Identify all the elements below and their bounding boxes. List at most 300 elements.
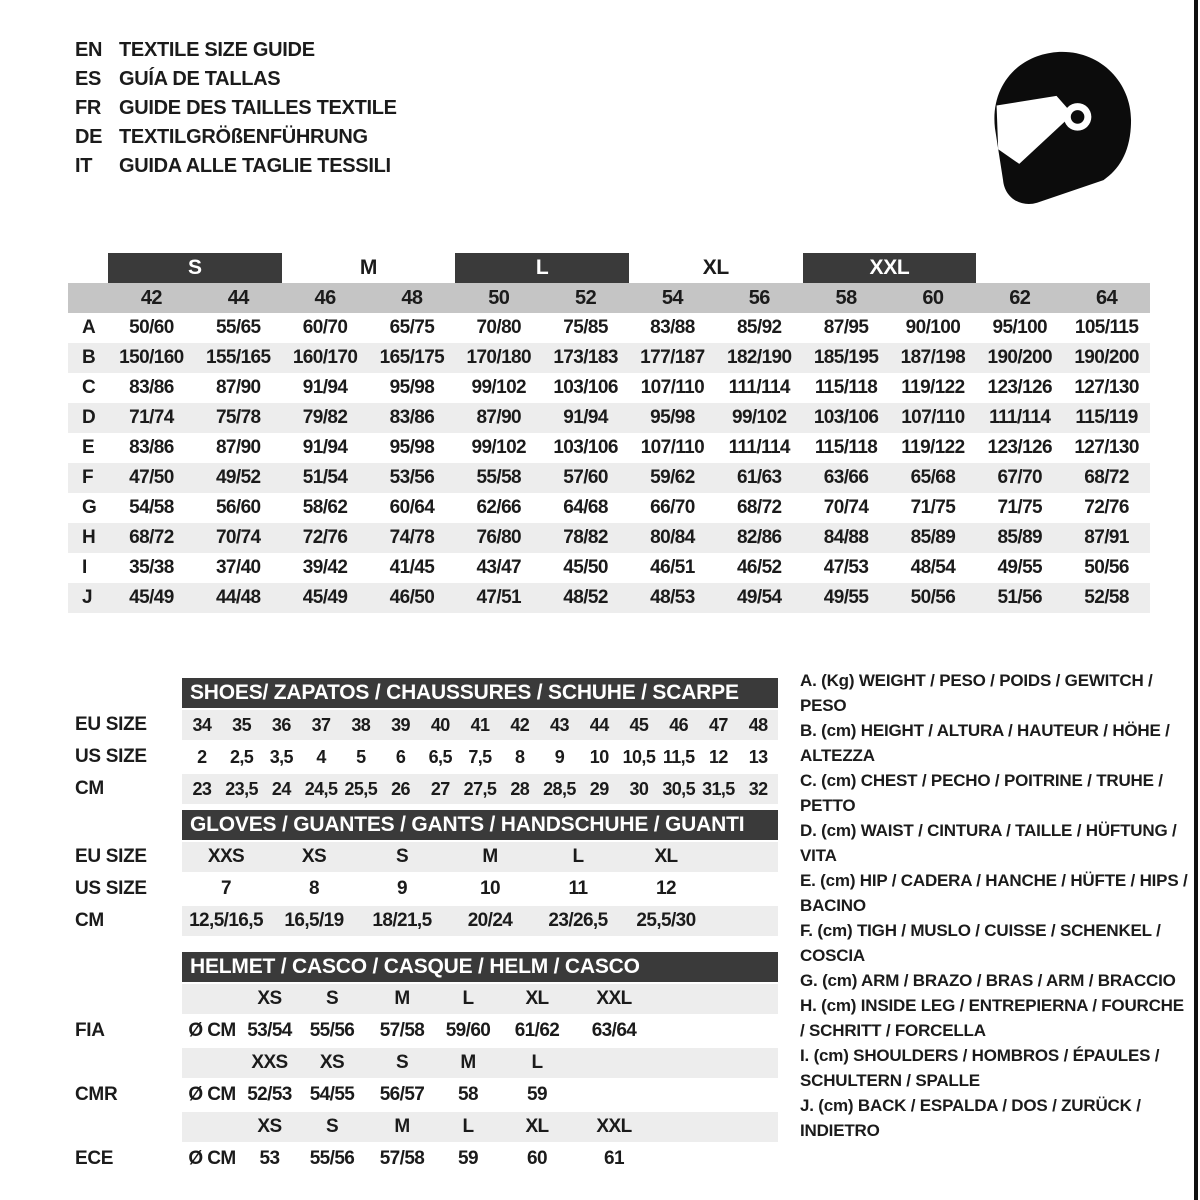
measurement-value: 177/187: [640, 347, 705, 368]
size-number-cell: 48: [401, 286, 423, 309]
shoes-cell: 2: [197, 746, 207, 767]
measurement-value: 70/74: [215, 527, 261, 548]
measurement-value: 190/200: [1074, 347, 1139, 368]
gloves-cell: S: [395, 846, 409, 867]
measurement-value: 107/110: [640, 377, 705, 398]
measurement-value: 103/106: [553, 437, 618, 458]
title-row: [75, 36, 397, 65]
shoes-row-label: EU SIZE: [75, 714, 147, 735]
gloves-row: [75, 874, 778, 904]
gloves-band: [182, 842, 778, 872]
measurement-value: 95/98: [389, 377, 435, 398]
measurement-value: 72/76: [1084, 497, 1129, 518]
measurement-value: 99/102: [471, 437, 526, 458]
gloves-cell: 8: [309, 878, 319, 899]
helmet-cell: 53: [259, 1148, 280, 1169]
measurement-value: 62/66: [476, 497, 522, 518]
measurement-letter: H: [82, 527, 96, 548]
helmet-cell: M: [394, 988, 410, 1009]
gloves-cell: 23/26,5: [548, 910, 608, 931]
size-number-cell: 50: [488, 286, 510, 309]
measurement-value: 68/72: [736, 497, 782, 518]
measurement-value: 83/86: [389, 407, 435, 428]
helmet-row-label: FIA: [75, 1020, 105, 1041]
shoes-cell: 40: [430, 714, 450, 735]
measurement-value: 87/90: [476, 407, 522, 428]
measurement-value: 53/56: [389, 467, 435, 488]
gloves-size-table: [75, 810, 778, 938]
helmet-cell: XL: [525, 988, 549, 1009]
helmet-cell: XS: [257, 1116, 282, 1137]
measurement-value: 83/86: [129, 377, 174, 398]
helmet-row: [75, 1080, 778, 1110]
title-row: [75, 152, 397, 181]
measurement-value: 95/98: [389, 437, 435, 458]
measurement-value: 60/64: [389, 497, 435, 518]
measurement-value: 75/78: [215, 407, 261, 428]
shoes-cell: 46: [669, 714, 689, 735]
measurement-value: 190/200: [987, 347, 1052, 368]
measurement-value: 187/198: [900, 347, 966, 368]
measurement-value: 160/170: [292, 347, 358, 368]
measurement-value: 51/56: [997, 587, 1043, 608]
measurement-value: 45/50: [563, 557, 608, 578]
gloves-cell: 10: [480, 878, 500, 899]
measurement-value: 155/165: [206, 347, 271, 368]
measurement-value: 46/51: [650, 557, 695, 578]
gloves-band: [182, 906, 778, 936]
measurement-value: 103/106: [813, 407, 879, 428]
measurement-letter: C: [82, 377, 96, 398]
measurement-value: 127/130: [1074, 437, 1139, 458]
table-row: [68, 343, 1150, 373]
measurement-letter: E: [82, 437, 95, 458]
helmet-cell: 52/53: [247, 1084, 292, 1105]
shoes-cell: 23,5: [225, 778, 258, 799]
helmet-row-label: [75, 1112, 182, 1142]
measurement-value: 87/91: [1084, 527, 1129, 548]
shoes-cell: 28,5: [543, 778, 576, 799]
measurement-value: 67/70: [997, 467, 1043, 488]
size-group-m: M: [359, 256, 378, 279]
measurement-value: 46/52: [736, 557, 782, 578]
measurement-value: 83/88: [650, 317, 695, 338]
size-number-cell: 64: [1096, 286, 1118, 309]
legend-item: C. (cm) CHEST / PECHO / POITRINE / TRUHE / PETTO: [800, 771, 1163, 815]
measurement-value: 50/56: [1084, 557, 1129, 578]
measurement-value: 165/175: [379, 347, 445, 368]
measurement-value: 39/42: [302, 557, 348, 578]
shoes-cell: 31,5: [702, 778, 735, 799]
guide-title: TEXTILE SIZE GUIDE: [119, 39, 315, 61]
measurement-legend: [800, 668, 1188, 1143]
shoes-cell: 34: [192, 714, 212, 735]
shoes-cell: 13: [748, 746, 768, 767]
shoes-cell: 47: [708, 714, 728, 735]
measurement-value: 51/54: [302, 467, 348, 488]
shoes-cell: 11,5: [662, 746, 695, 767]
gloves-row: [75, 842, 778, 872]
size-group-xl: XL: [702, 256, 729, 279]
measurement-value: 84/88: [823, 527, 869, 548]
shoes-cell: 45: [629, 714, 649, 735]
helmet-cell: 55/56: [309, 1148, 355, 1169]
title-row: [75, 123, 397, 152]
shoes-cell: 36: [271, 714, 291, 735]
shoes-cell: 24,5: [304, 778, 338, 799]
measurement-value: 123/126: [987, 377, 1052, 398]
language-code: DE: [75, 126, 103, 148]
measurement-value: 65/75: [389, 317, 435, 338]
measurement-letter: F: [82, 467, 94, 488]
measurement-value: 68/72: [129, 527, 174, 548]
measurement-value: 37/40: [215, 557, 261, 578]
measurement-value: 72/76: [302, 527, 348, 548]
shoes-row: [75, 774, 778, 804]
measurement-value: 45/49: [129, 587, 174, 608]
measurement-value: 49/52: [215, 467, 261, 488]
helmet-row: [75, 984, 778, 1014]
measurement-value: 49/54: [736, 587, 782, 608]
measurement-value: 87/95: [823, 317, 869, 338]
measurement-value: 170/180: [466, 347, 531, 368]
gloves-row-label: CM: [75, 910, 104, 931]
measurement-value: 111/114: [728, 377, 790, 398]
measurement-value: 76/80: [476, 527, 522, 548]
shoes-cell: 23: [192, 778, 212, 799]
gloves-cell: 25,5/30: [636, 910, 696, 931]
measurement-letter: J: [82, 587, 92, 608]
measurement-value: 50/56: [910, 587, 956, 608]
helmet-cell: S: [395, 1052, 409, 1073]
measurement-value: 65/68: [910, 467, 956, 488]
helmet-cell: XXL: [596, 988, 632, 1009]
helmet-row-label: CMR: [75, 1084, 118, 1105]
measurement-value: 50/60: [129, 317, 174, 338]
measurement-value: 83/86: [129, 437, 174, 458]
gloves-row: [75, 906, 778, 936]
shoes-cell: 41: [470, 714, 490, 735]
measurement-letter: D: [82, 407, 96, 428]
title-block: [75, 36, 397, 181]
gloves-cell: L: [572, 846, 584, 867]
measurement-value: 41/45: [389, 557, 435, 578]
legend-item: D. (cm) WAIST / CINTURA / TAILLE / HÜFTUNG / VITA: [800, 821, 1177, 865]
measurement-value: 87/90: [215, 377, 261, 398]
helmet-row-label: [75, 984, 182, 1014]
size-number-cell: 58: [835, 286, 857, 309]
helmet-band: [182, 1112, 778, 1142]
measurement-value: 55/58: [476, 467, 522, 488]
measurement-value: 111/114: [728, 437, 790, 458]
measurement-value: 123/126: [987, 437, 1052, 458]
measurement-value: 127/130: [1074, 377, 1139, 398]
shoes-cell: 25,5: [344, 778, 378, 799]
gloves-cell: 12,5/16,5: [189, 910, 263, 931]
size-number-cell: 60: [922, 286, 944, 309]
size-number-cell: 56: [748, 286, 770, 309]
helmet-side-label: [75, 952, 182, 982]
size-number-cell: 62: [1009, 286, 1031, 309]
gloves-table-header: GLOVES / GUANTES / GANTS / HANDSCHUHE / GUANTI: [182, 810, 778, 840]
table-row: [68, 433, 1150, 463]
measurement-value: 48/52: [563, 587, 608, 608]
measurement-value: 43/47: [476, 557, 522, 578]
legend-item: F. (cm) TIGH / MUSLO / CUISSE / SCHENKEL / COSCIA: [800, 921, 1161, 965]
shoes-cell: 37: [311, 714, 331, 735]
gloves-cell: 20/24: [467, 910, 513, 931]
helmet-row: [75, 1016, 778, 1046]
helmet-cell: 59: [527, 1084, 547, 1105]
table-row: [68, 583, 1150, 613]
measurement-value: 115/118: [814, 377, 878, 398]
table-row: [68, 553, 1150, 583]
legend-item: B. (cm) HEIGHT / ALTURA / HAUTEUR / HÖHE / ALTEZZA: [800, 721, 1170, 765]
measurement-value: 119/122: [901, 377, 965, 398]
measurement-value: 57/60: [563, 467, 608, 488]
measurement-value: 79/82: [302, 407, 348, 428]
helmet-cell: 54/55: [309, 1084, 355, 1105]
measurement-value: 87/90: [215, 437, 261, 458]
measurement-value: 35/38: [129, 557, 174, 578]
title-row: [75, 65, 397, 94]
measurement-value: 91/94: [563, 407, 608, 428]
size-number-cell: 52: [575, 286, 597, 309]
helmet-band: [182, 1080, 778, 1110]
table-row: [68, 313, 1150, 343]
measurement-value: 58/62: [302, 497, 348, 518]
shoes-cell: 7,5: [468, 746, 492, 767]
helmet-cell: L: [462, 1116, 474, 1137]
measurement-value: 56/60: [215, 497, 261, 518]
measurement-value: 48/54: [910, 557, 956, 578]
gloves-side-label: [75, 810, 182, 840]
helmet-icon: [982, 40, 1144, 210]
helmet-cell: 61: [604, 1148, 624, 1169]
helmet-band: [182, 1016, 778, 1046]
helmet-cell: M: [394, 1116, 410, 1137]
size-number-cell: 54: [661, 286, 683, 309]
measurement-value: 99/102: [471, 377, 526, 398]
measurement-value: 99/102: [731, 407, 787, 428]
shoes-cell: 12: [708, 746, 728, 767]
size-number-cell: 44: [227, 286, 249, 309]
guide-title: TEXTILGRÖßENFÜHRUNG: [119, 126, 368, 148]
measurement-value: 71/75: [910, 497, 956, 518]
measurement-value: 66/70: [650, 497, 695, 518]
measurement-value: 173/183: [553, 347, 618, 368]
measurement-value: 49/55: [997, 557, 1043, 578]
helmet-band: [182, 984, 778, 1014]
helmet-cell: XXS: [251, 1052, 288, 1073]
measurement-value: 103/106: [553, 377, 618, 398]
legend-item: I. (cm) SHOULDERS / HOMBROS / ÉPAULES / SCHULTERN / SPALLE: [800, 1046, 1160, 1090]
measurement-value: 111/114: [989, 407, 1051, 428]
helmet-cell: L: [462, 988, 474, 1009]
shoes-cell: 32: [748, 778, 768, 799]
helmet-cell: 61/62: [514, 1020, 560, 1041]
measurement-value: 60/70: [302, 317, 348, 338]
helmet-cell: 55/56: [309, 1020, 355, 1041]
size-group-l: L: [455, 253, 629, 283]
measurement-value: 64/68: [563, 497, 608, 518]
helmet-cell: S: [325, 988, 339, 1009]
helmet-cell: XS: [257, 988, 282, 1009]
measurement-value: 85/89: [910, 527, 956, 548]
measurement-value: 59/62: [650, 467, 695, 488]
helmet-row: [75, 1048, 778, 1078]
measurement-value: 61/63: [736, 467, 782, 488]
helmet-cell: L: [531, 1052, 543, 1073]
gloves-row-label: US SIZE: [75, 878, 147, 899]
helmet-row-label: ECE: [75, 1148, 114, 1169]
title-row: [75, 94, 397, 123]
measurement-value: 71/74: [129, 407, 174, 428]
table-row: [68, 493, 1150, 523]
measurement-value: 90/100: [905, 317, 961, 338]
gloves-cell: 16,5/19: [284, 910, 344, 931]
measurement-value: 70/80: [476, 317, 522, 338]
measurement-value: 115/119: [1075, 407, 1138, 428]
helmet-cell: 53/54: [247, 1020, 292, 1041]
measurement-letter: G: [82, 497, 97, 518]
measurement-value: 46/50: [389, 587, 435, 608]
language-code: FR: [75, 97, 102, 119]
measurement-value: 63/66: [823, 467, 869, 488]
shoes-cell: 28: [510, 778, 530, 799]
helmet-table-header: HELMET / CASCO / CASQUE / HELM / CASCO: [182, 952, 778, 982]
size-number-cell: 46: [314, 286, 336, 309]
helmet-cell: S: [325, 1116, 339, 1137]
measurement-value: 119/122: [901, 437, 965, 458]
shoes-cell: 6: [395, 746, 406, 767]
helmet-row: [75, 1112, 778, 1142]
helmet-cell: 60: [527, 1148, 547, 1169]
measurement-value: 49/55: [823, 587, 869, 608]
language-code: IT: [75, 155, 93, 177]
shoes-cell: 8: [515, 746, 525, 767]
helmet-cell: 59: [458, 1148, 478, 1169]
shoes-cell: 26: [391, 778, 410, 799]
shoes-cell: 27,5: [463, 778, 497, 799]
helmet-cell: 57/58: [379, 1148, 425, 1169]
measurement-value: 55/65: [215, 317, 261, 338]
measurement-value: 182/190: [727, 347, 792, 368]
measurement-value: 68/72: [1084, 467, 1129, 488]
measurement-value: 44/48: [215, 587, 261, 608]
table-row: [68, 523, 1150, 553]
size-group-s: S: [108, 253, 282, 283]
shoes-cell: 4: [316, 746, 326, 767]
shoes-cell: 6,5: [428, 746, 452, 767]
shoes-band: [182, 710, 778, 740]
helmet-size-table: [75, 952, 778, 1176]
legend-item: A. (Kg) WEIGHT / PESO / POIDS / GEWITCH / PESO: [800, 671, 1153, 715]
measurement-value: 71/75: [997, 497, 1043, 518]
measurement-value: 48/53: [650, 587, 695, 608]
helmet-cell: Ø CM: [188, 1084, 236, 1105]
legend-item: H. (cm) INSIDE LEG / ENTREPIERNA / FOURCHE / SCHRITT / FORCELLA: [800, 996, 1184, 1040]
measurement-value: 47/51: [476, 587, 522, 608]
gloves-cell: 11: [568, 878, 588, 899]
shoes-band: [182, 774, 778, 804]
shoes-cell: 24: [271, 778, 291, 799]
measurement-value: 85/92: [736, 317, 782, 338]
shoes-cell: 3,5: [269, 746, 293, 767]
gloves-cell: 18/21,5: [372, 910, 432, 931]
shoes-row-label: CM: [75, 778, 104, 799]
measurement-value: 52/58: [1084, 587, 1129, 608]
shoes-cell: 10,5: [622, 746, 656, 767]
helmet-cell: Ø CM: [188, 1020, 236, 1041]
shoes-row: [75, 710, 778, 740]
shoes-cell: 29: [589, 778, 609, 799]
measurement-value: 74/78: [389, 527, 435, 548]
measurement-value: 85/89: [997, 527, 1043, 548]
measurement-letter: A: [82, 317, 96, 338]
gloves-band: [182, 874, 778, 904]
measurement-value: 47/53: [823, 557, 869, 578]
page-edge-line: [1194, 0, 1198, 1200]
gloves-row-label: EU SIZE: [75, 846, 147, 867]
helmet-band: [182, 1048, 778, 1078]
size-number-cell: 42: [140, 286, 162, 309]
measurement-value: 45/49: [302, 587, 348, 608]
measurement-value: 80/84: [650, 527, 695, 548]
helmet-row: [75, 1144, 778, 1174]
measurement-value: 105/115: [1074, 317, 1139, 338]
table-row: [68, 463, 1150, 493]
helmet-cell: XXL: [596, 1116, 632, 1137]
shoes-cell: 2,5: [229, 746, 254, 767]
helmet-cell: XL: [525, 1116, 549, 1137]
shoes-row: [75, 742, 778, 772]
legend-item: E. (cm) HIP / CADERA / HANCHE / HÜFTE / HIPS / BACINO: [800, 871, 1188, 915]
measurement-value: 95/100: [992, 317, 1047, 338]
measurement-value: 115/118: [814, 437, 878, 458]
measurement-value: 70/74: [823, 497, 869, 518]
shoes-cell: 10: [589, 746, 609, 767]
measurement-value: 54/58: [129, 497, 174, 518]
helmet-band: [182, 1144, 778, 1174]
measurement-value: 78/82: [563, 527, 608, 548]
legend-item: J. (cm) BACK / ESPALDA / DOS / ZURÜCK / INDIETRO: [800, 1096, 1141, 1140]
helmet-cell: 56/57: [379, 1084, 425, 1105]
guide-title: GUIDE DES TAILLES TEXTILE: [119, 97, 397, 119]
legend-item: G. (cm) ARM / BRAZO / BRAS / ARM / BRACCIO: [800, 971, 1176, 990]
helmet-cell: Ø CM: [188, 1148, 236, 1169]
measurement-value: 150/160: [119, 347, 184, 368]
measurement-value: 107/110: [640, 437, 705, 458]
helmet-cell: XS: [319, 1052, 345, 1073]
shoes-cell: 48: [748, 714, 768, 735]
shoes-cell: 35: [232, 714, 251, 735]
helmet-cell: M: [460, 1052, 476, 1073]
helmet-cell: 63/64: [591, 1020, 637, 1041]
helmet-cell: 57/58: [379, 1020, 425, 1041]
measurement-value: 95/98: [650, 407, 695, 428]
textile-size-table: [68, 253, 1150, 613]
helmet-cell: 59/60: [445, 1020, 491, 1041]
gloves-cell: M: [482, 846, 498, 867]
measurement-value: 107/110: [901, 407, 965, 428]
guide-title: GUIDA ALLE TAGLIE TESSILI: [119, 155, 391, 177]
shoes-cell: 27: [430, 778, 450, 799]
size-numbers-row: [68, 283, 1150, 313]
language-code: EN: [75, 39, 103, 61]
shoes-row-label: US SIZE: [75, 746, 147, 767]
shoes-cell: 9: [554, 746, 565, 767]
